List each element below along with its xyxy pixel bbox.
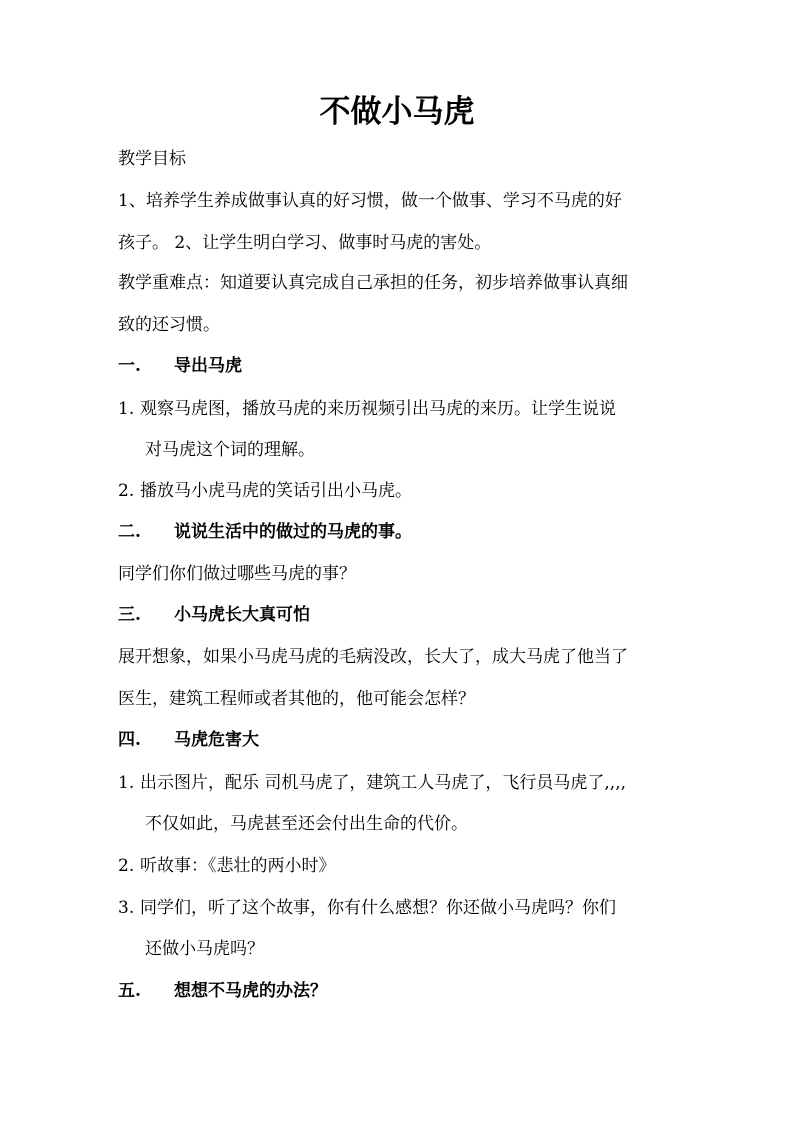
paragraph: 医生，建筑工程师或者其他的，他可能会怎样？ [118, 689, 475, 709]
list-item [118, 897, 688, 919]
section-number: 三. [118, 605, 141, 625]
list-number: 2. [118, 481, 135, 501]
paragraph: 展开想象，如果小马虎马虎的毛病没改，长大了，成大马虎了他当了 [118, 647, 628, 667]
section-title: 说说生活中的做过的马虎的事。 [174, 522, 412, 542]
section-number: 四. [118, 730, 141, 750]
list-item-continuation: 还做小马虎吗？ [145, 939, 264, 959]
section-title: 想想不马虎的办法？ [174, 981, 327, 1001]
section-title: 导出马虎 [174, 356, 242, 376]
list-item [118, 772, 688, 794]
section-number: 二. [118, 522, 141, 542]
section-number: 五. [118, 981, 141, 1001]
list-number: 1. [118, 399, 135, 419]
list-text: 播放马小虎马虎的笑话引出小马虎。 [140, 481, 412, 501]
list-number: 2. [118, 856, 135, 876]
list-item [118, 480, 688, 502]
list-number: 1. [118, 773, 135, 793]
objective-label: 教学目标 [118, 149, 186, 169]
list-item [118, 398, 688, 420]
objective-line: 孩子。 2、让学生明白学习、做事时马虎的害处。 [118, 233, 492, 253]
list-text: 同学们，听了这个故事，你有什么感想？你还做小马虎吗？你们 [140, 898, 616, 918]
keypoint-line: 致的还习惯。 [118, 315, 220, 335]
list-item-continuation: 不仅如此，马虎甚至还会付出生命的代价。 [145, 814, 468, 834]
keypoint-line: 教学重难点：知道要认真完成自己承担的任务，初步培养做事认真细 [118, 273, 628, 293]
section-heading [118, 355, 688, 377]
section-heading [118, 729, 688, 751]
section-heading [118, 604, 688, 626]
list-text: 出示图片，配乐 司机马虎了，建筑工人马虎了，飞行员马虎了,,,, [140, 773, 627, 793]
section-heading [118, 521, 688, 543]
section-number: 一. [118, 356, 141, 376]
list-number: 3. [118, 898, 135, 918]
document-title: 不做小马虎 [319, 94, 475, 130]
list-text: 听故事：《悲壮的两小时》 [140, 856, 336, 876]
section-title: 小马虎长大真可怕 [174, 605, 310, 625]
list-text: 观察马虎图，播放马虎的来历视频引出马虎的来历。让学生说说 [140, 399, 616, 419]
list-item [118, 855, 688, 877]
section-heading [118, 980, 688, 1002]
paragraph: 同学们你们做过哪些马虎的事？ [118, 564, 356, 584]
list-item-continuation: 对马虎这个词的理解。 [145, 440, 315, 460]
objective-line: 1、培养学生养成做事认真的好习惯，做一个做事、学习不马虎的好 [118, 191, 622, 211]
section-title: 马虎危害大 [174, 730, 259, 750]
